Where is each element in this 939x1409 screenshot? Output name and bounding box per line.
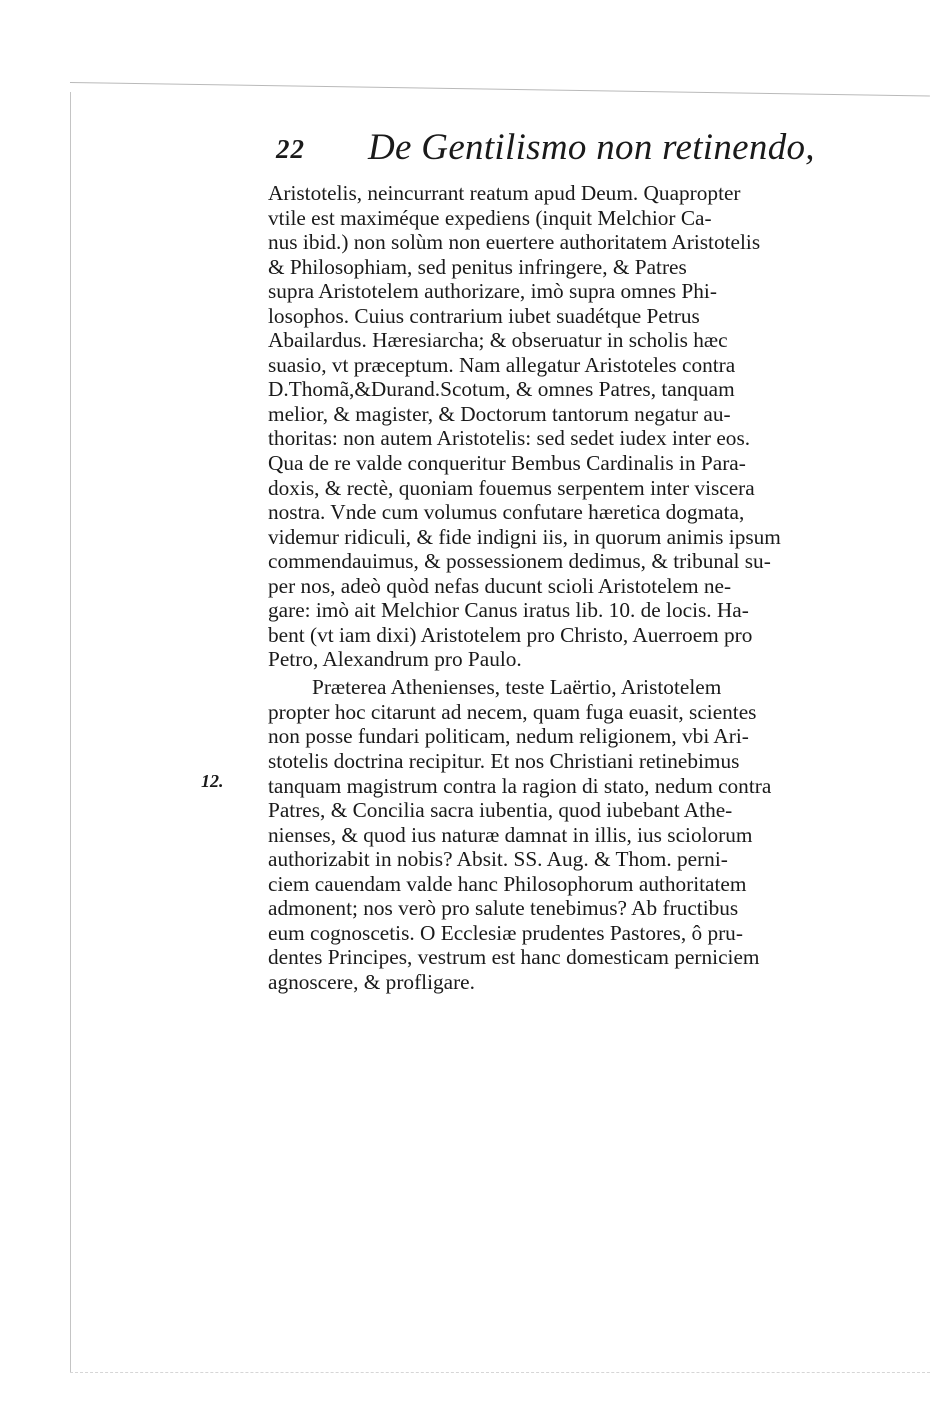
- text-line: ciem cauendam valde hanc Philosophorum authoritatem: [268, 871, 747, 896]
- text-line: gare: imò ait Melchior Canus iratus lib. 10. de locis. Ha-: [268, 598, 749, 623]
- page-edge-bottom: [70, 1372, 930, 1373]
- text-line: agnoscere, & profligare.: [268, 969, 475, 994]
- text-line: eum cognoscetis. O Ecclesiæ prudentes Pastores, ô pru-: [268, 920, 743, 945]
- text-line: doxis, & rectè, quoniam fouemus serpentem inter viscera: [268, 475, 755, 500]
- text-line: supra Aristotelem authorizare, imò supra omnes Phi-: [268, 279, 717, 304]
- text-line: admonent; nos verò pro salute tenebimus? Ab fructibus: [268, 896, 739, 921]
- text-line: Patres, & Concilia sacra iubentia, quod iubebant Athe-: [268, 798, 733, 823]
- running-title: De Gentilismo non retinendo,: [368, 127, 815, 168]
- text-line: & Philosophiam, sed penitus infringere, & Patres: [268, 254, 687, 279]
- text-line: vtile est maximéque expediens (inquit Melchior Ca-: [268, 205, 712, 230]
- margin-note: 12.: [201, 771, 224, 791]
- text-line: propter hoc citarunt ad necem, quam fuga euasit, scientes: [268, 699, 757, 724]
- text-line: thoritas: non autem Aristotelis: sed sedet iudex inter eos.: [268, 426, 751, 451]
- text-line: Aristotelis, neincurrant reatum apud Deum. Quapropter: [268, 181, 741, 205]
- text-line: Petro, Alexandrum pro Paulo.: [268, 647, 522, 672]
- text-line: authorizabit in nobis? Absit. SS. Aug. & Thom. perni-: [268, 847, 728, 872]
- text-line: melior, & magister, & Doctorum tantorum negatur au-: [268, 401, 731, 426]
- text-line: losophos. Cuius contrarium iubet suadétque Petrus: [268, 303, 700, 328]
- page-header: [276, 126, 836, 178]
- page-edge-left: [70, 92, 71, 1372]
- text-line: stotelis doctrina recipitur. Et nos Christiani retinebimus: [268, 749, 740, 774]
- body-text: [268, 181, 908, 995]
- text-line: per nos, adeò quòd nefas ducunt scioli Aristotelem ne-: [268, 573, 732, 598]
- text-line: suasio, vt præceptum. Nam allegatur Aristoteles contra: [268, 352, 736, 377]
- text-line: tanquam magistrum contra la ragion di stato, nedum contra: [268, 773, 772, 798]
- paragraph-start-line: Præterea Athenienses, teste Laërtio, Aristotelem: [312, 675, 722, 700]
- text-line: D.Thomã,&Durand.Scotum, & omnes Patres, tanquam: [268, 377, 735, 402]
- page-number: 22: [276, 134, 305, 164]
- page-edge-top: [70, 82, 930, 97]
- text-line: videmur ridiculi, & fide indigni iis, in quorum animis ipsum: [268, 524, 781, 549]
- text-line: non posse fundari politicam, nedum religionem, vbi Ari-: [268, 724, 749, 749]
- text-line: nus ibid.) non solùm non euertere authoritatem Aristotelis: [268, 230, 761, 255]
- text-line: Abailardus. Hæresiarcha; & obseruatur in scholis hæc: [268, 328, 728, 353]
- text-line: nienses, & quod ius naturæ damnat in illis, ius sciolorum: [268, 822, 753, 847]
- text-line: nostra. Vnde cum volumus confutare hæretica dogmata,: [268, 500, 745, 525]
- text-line: commendauimus, & possessionem dedimus, & tribunal su-: [268, 549, 771, 574]
- text-line: dentes Principes, vestrum est hanc domesticam perniciem: [268, 945, 760, 970]
- text-line: Qua de re valde conqueritur Bembus Cardinalis in Para-: [268, 451, 746, 476]
- text-line: bent (vt iam dixi) Aristotelem pro Christo, Auerroem pro: [268, 622, 753, 647]
